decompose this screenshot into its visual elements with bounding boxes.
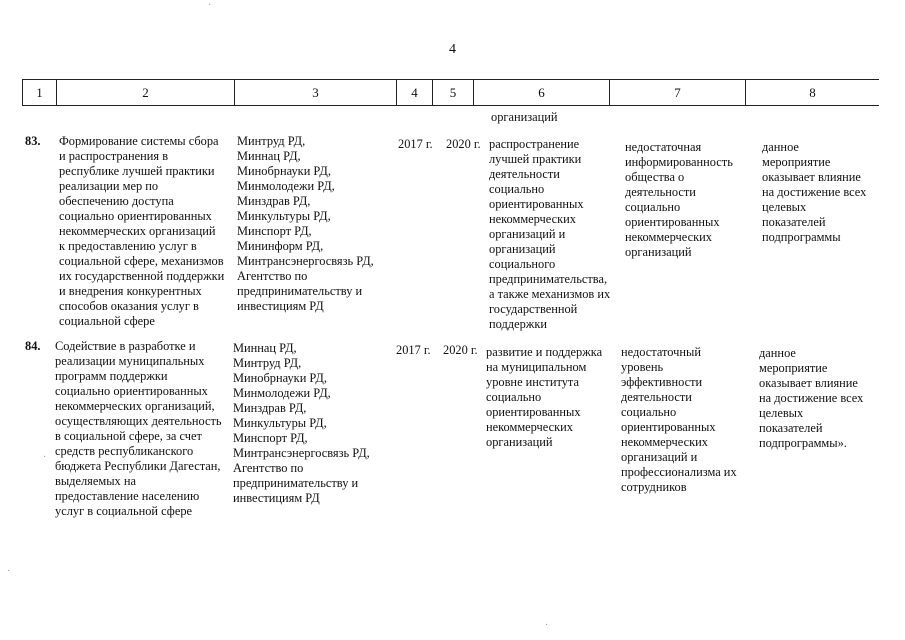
header-col-3: 3	[235, 80, 397, 105]
scan-speck: ·	[43, 452, 47, 463]
row-number: 84.	[25, 339, 41, 353]
consequence: недостаточный уровень эффективности деятельности социально ориентированных некоммерческих организаций и профессионализма их сотрудников	[621, 345, 737, 494]
start-year: 2017 г.	[396, 343, 431, 357]
scan-speck: ·	[208, 0, 212, 11]
header-col-5: 5	[433, 80, 474, 105]
header-col-4: 4	[397, 80, 433, 105]
measure-title: Содействие в разработке и реализации муниципальных программ поддержки социально ориентированных некоммерческих организаций, осуществляющих деятельность в социальной сфере, за счет средств республиканского бюджета Республики Дагестан, выделяемых на предоставление населению услуг в социальной сфере	[55, 339, 222, 518]
table-header	[22, 79, 879, 106]
scan-speck: ·	[545, 620, 549, 631]
scan-speck: ·	[7, 566, 11, 577]
header-col-6: 6	[474, 80, 610, 105]
expected-result: развитие и поддержка на муниципальном уровне института социально ориентированных некоммерческих организаций	[486, 345, 603, 449]
carryover-text: организаций	[491, 110, 558, 124]
indicator-link: данное мероприятие оказывает влияние на достижение всех целевых показателей подпрограммы».	[759, 346, 864, 450]
consequence: недостаточная информированность общества о деятельности социально ориентированных некоммерческих организаций	[625, 140, 733, 259]
end-year: 2020 г.	[443, 343, 478, 357]
start-year: 2017 г.	[398, 137, 433, 151]
page-number: 4	[449, 42, 456, 57]
executors: Минтруд РД, Миннац РД, Минобрнауки РД, Минмолодежи РД, Минздрав РД, Минкультуры РД, Минспорт РД, Мининформ РД, Минтрансэнергосвязь РД, Агентство по предпринимательству и инвестициям РД	[237, 134, 374, 313]
row-number: 83.	[25, 134, 41, 148]
executors: Миннац РД, Минтруд РД, Минобрнауки РД, Минмолодежи РД, Минздрав РД, Минкультуры РД, Минспорт РД, Минтрансэнергосвязь РД, Агентство по предпринимательству и инвестициям РД	[233, 341, 370, 505]
measure-title: Формирование системы сбора и распространения в республике лучшей практики реализации мер по обеспечению доступа социально ориентированных некоммерческих организаций к предоставлению услуг в социальной сфере, механизмов их государственной поддержки и внедрения конкурентных способов оказания услуг в социальной сфере	[59, 134, 225, 328]
header-col-1: 1	[23, 80, 57, 105]
indicator-link: данное мероприятие оказывает влияние на достижение всех целевых показателей подпрограммы	[762, 140, 867, 244]
expected-result: распространение лучшей практики деятельности социально ориентированных некоммерческих организаций и организаций социального предпринимательства, а также механизмов их государственной поддержки	[489, 137, 611, 331]
header-col-8: 8	[809, 84, 816, 100]
header-col-7: 7	[610, 80, 746, 105]
header-col-2: 2	[57, 80, 235, 105]
end-year: 2020 г.	[446, 137, 481, 151]
